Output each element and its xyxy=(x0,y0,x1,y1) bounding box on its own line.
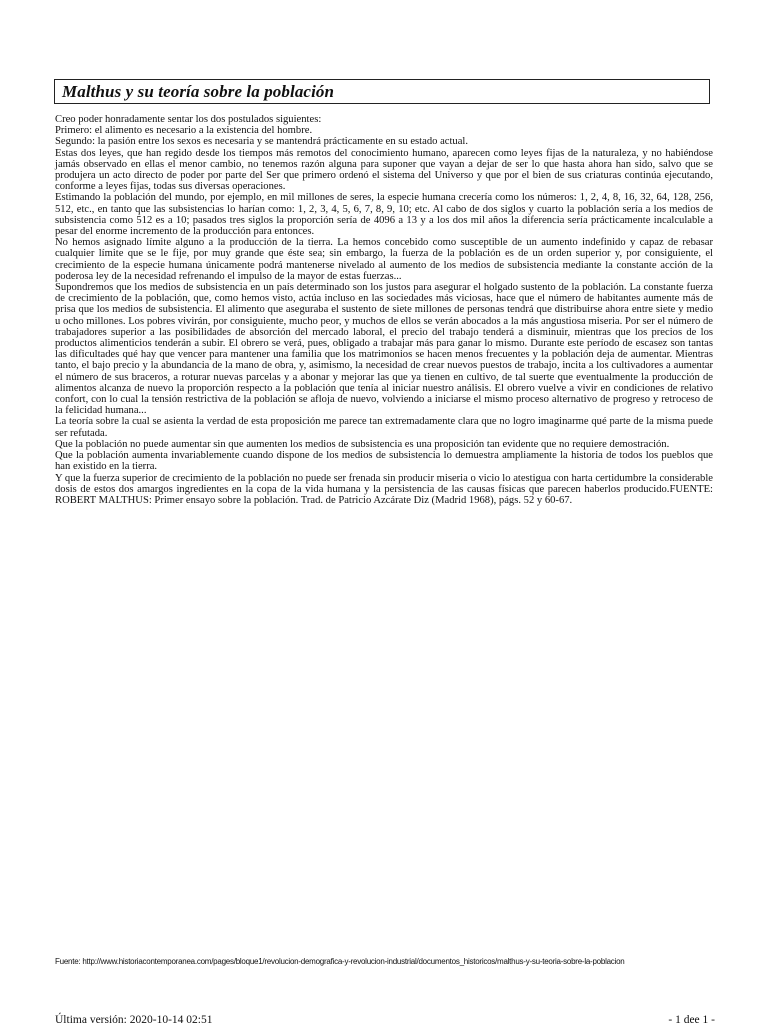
paragraph: Primero: el alimento es necesario a la existencia del hombre. xyxy=(55,125,313,137)
page-footer xyxy=(55,1014,715,1026)
last-version: Última versión: 2020-10-14 02:51 xyxy=(55,1014,213,1026)
paragraph: Creo poder honradamente sentar los dos postulados siguientes: xyxy=(55,114,322,125)
document-title: Malthus y su teoría sobre la población xyxy=(62,81,335,101)
paragraph: Segundo: la pasión entre los sexos es necesaria y se mantendrá prácticamente en su estado actual. xyxy=(55,136,469,148)
paragraph: Estas dos leyes, que han regido desde los tiempos más remotos del conocimiento humano, aparecen como leyes fijas de la naturaleza, y no habiéndose jamás observado en ellas el menor cambio, no tenemos razón alguna para suponer que vayan a dejar de ser lo que hasta ahora han sido, salvo que se produjera un acto directo de poder por parte del Ser que primero ordenó el sistema del Universo y que por el bien de sus criaturas continúa ejecutando, conforme a leyes fijas, todas sus diversas operaciones. xyxy=(55,147,713,193)
paragraph: Que la población aumenta invariablemente cuando dispone de los medios de subsistencia lo demuestra ampliamente la historia de todos los pueblos que han existido en la tierra. xyxy=(55,450,713,473)
page-indicator: - 1 dee 1 - xyxy=(668,1014,715,1026)
paragraph: La teoría sobre la cual se asienta la verdad de esta proposición me parece tan extremadamente clara que no logro imaginarme qué parte de la misma puede ser refutada. xyxy=(55,416,713,439)
paragraph: Que la población no puede aumentar sin que aumenten los medios de subsistencia es una proposición tan evidente que no requiere demostración. xyxy=(55,438,670,450)
paragraph: Y que la fuerza superior de crecimiento de la población no puede ser frenada sin producir miseria o vicio lo atestigua con harta certidumbre la considerable dosis de estos dos amargos ingredientes en la copa de la vida humana y la persistencia de las causas físicas que parecen haberlos producido.FUENTE: ROBERT MALTHUS: Primer ensayo sobre la población. Trad. de Patricio Azcárate Diz (Madrid 1968), págs. 52 y 60-67. xyxy=(55,472,713,506)
paragraph: Supondremos que los medios de subsistencia en un país determinado son los justos para asegurar el holgado sustento de la población. La constante fuerza de crecimiento de la población, que, como hemos visto, actúa incluso en las sociedades más viciosas, hace que el número de habitantes aumente más de prisa que los medios de subsistencia. El alimento que aseguraba el sustento de siete millones de personas tendrá que distribuirse ahora entre siete y medio u ocho millones. Los pobres vivirán, por consiguiente, mucho peor, y muchos de ellos se verán abocados a la más angustiosa miseria. Por ser el número de trabajadores superior a las posibilidades de absorción del mercado laboral, el precio del trabajo tenderá a disminuir, mientras que los precios de los productos alimenticios tenderán a subir. El obrero se verá, pues, obligado a trabajar más para ganar lo mismo. Durante este período de escasez son tantas las dificultades qué hay que vencer para mantener una familia que los matrimonios se hacen menos frecuentes y la población deja de aumentar. Mientras tanto, el bajo precio y la abundancia de la mano de obra, y, asimismo, la necesidad de crear nuevos puestos de trabajo, incita a los cultivadores a aumentar el número de sus braceros, a roturar nuevas parcelas y a abonar y mejorar las que ya tienen en cultivo, de tal suerte que eventualmente la producción de alimentos alcanza de nuevo la proporción respecto a la población que tenía al iniciar nuestro análisis. El obrero vuelve a vivir en condiciones de relativo confort, con lo cual la tensión restrictiva de la población se afloja de nuevo, volviendo a iniciarse el mismo proceso alternativo de progreso y retroceso de la felicidad humana... xyxy=(55,282,713,417)
paragraph: Estimando la población del mundo, por ejemplo, en mil millones de seres, la especie humana crecería como los números: 1, 2, 4, 8, 16, 32, 64, 128, 256, 512, etc., en tanto que las subsistencias lo harían como: 1, 2, 3, 4, 5, 6, 7, 8, 9, 10; etc. Al cabo de dos siglos y cuarto la población sería a los medios de subsistencia como 512 es a 10; pasados tres siglos la proporción sería de 4096 a 13 y a los dos mil años la diferencia sería prácticamente incalculable a pesar del enorme incremento de la producción para entonces. xyxy=(55,192,713,238)
document-body xyxy=(55,114,713,506)
title-box xyxy=(54,79,710,104)
paragraph: No hemos asignado límite alguno a la producción de la tierra. La hemos concebido como susceptible de un aumento indefinido y capaz de rebasar cualquier límite que se le fije, por muy grande que éste sea; sin embargo, la fuerza de la población es de un orden superior y, por consiguiente, el crecimiento de la especie humana únicamente podrá mantenerse nivelado al aumento de los medios de subsistencia mediante la constante acción de la poderosa ley de la necesidad refrenando el impulso de la mayor de estas fuerzas... xyxy=(55,237,713,282)
source-url: Fuente: http://www.historiacontemporanea.com/pages/bloque1/revolucion-demografica-y-revolucion-industrial/documentos_historicos/malthus-y-su-teoria-sobre-la-poblacion xyxy=(55,957,625,966)
